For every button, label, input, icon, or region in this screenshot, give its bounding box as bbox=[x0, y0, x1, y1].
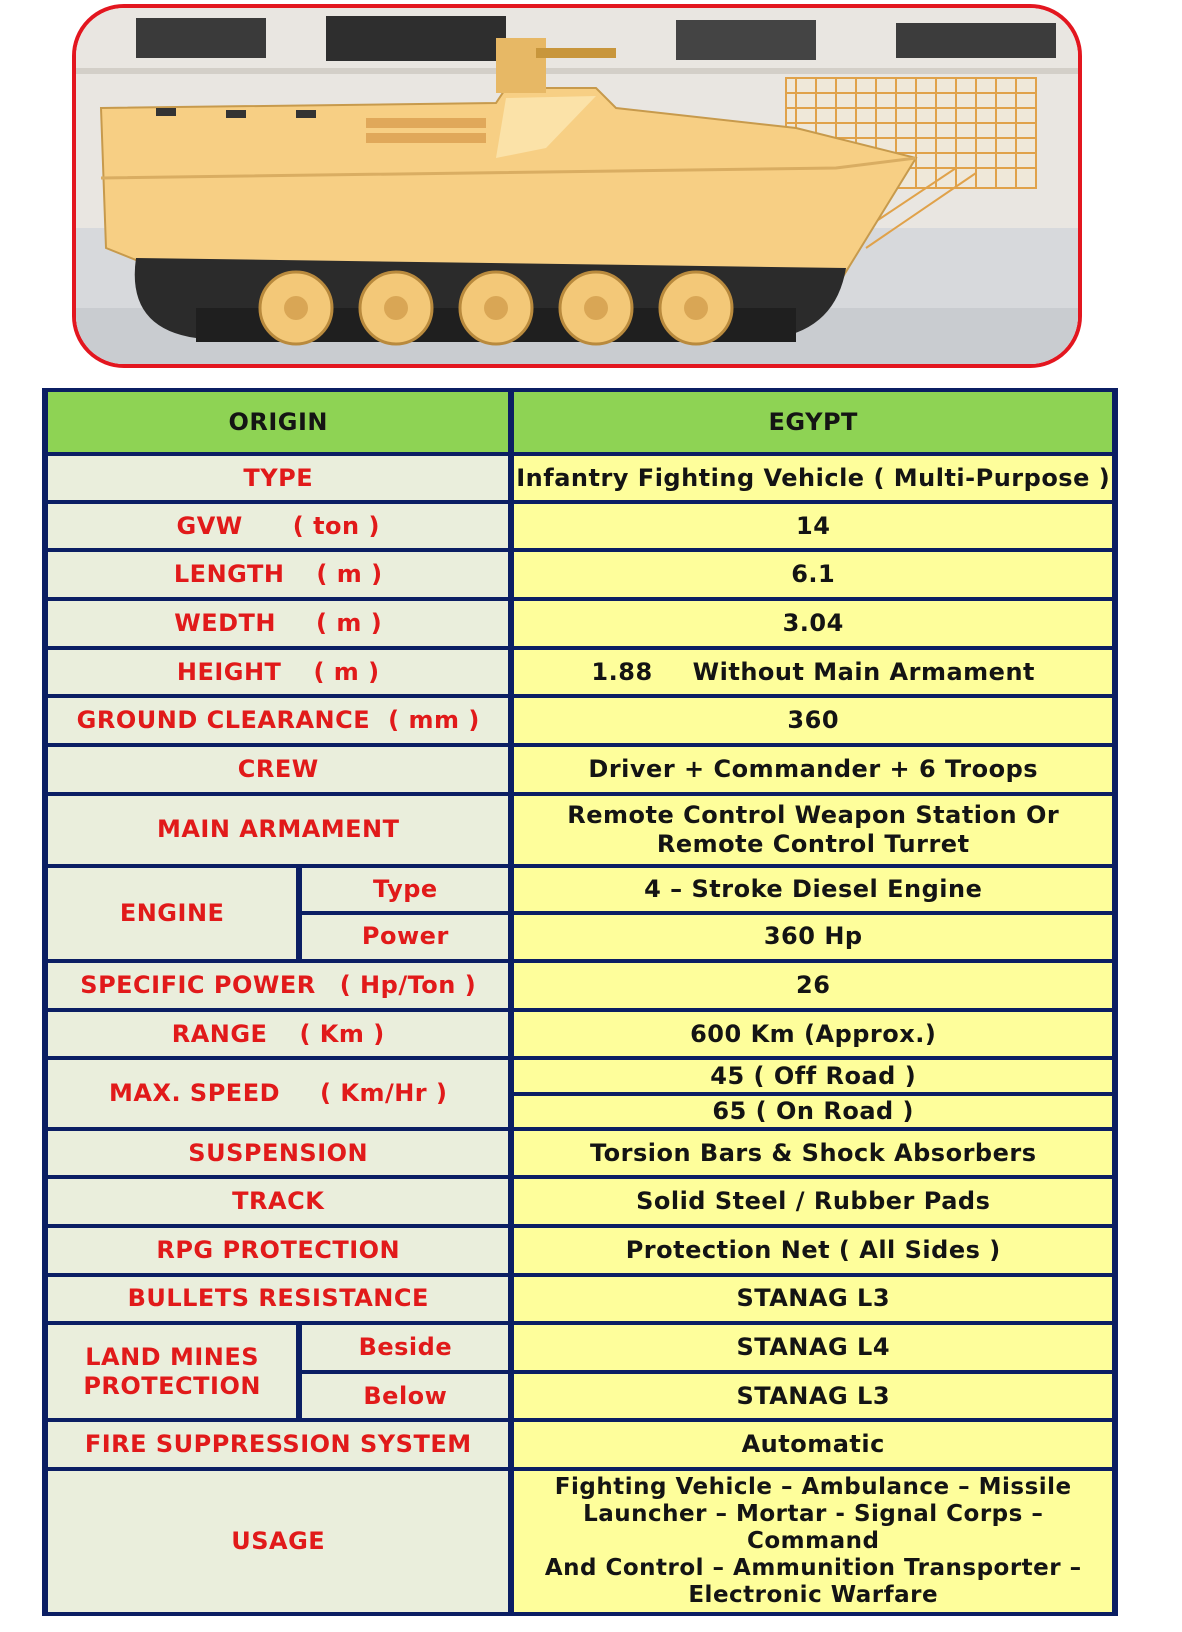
ground-clearance-label bbox=[48, 698, 508, 743]
ground-clearance-unit: ( mm ) bbox=[388, 706, 480, 735]
height-value bbox=[514, 650, 1112, 695]
table-row bbox=[48, 1228, 1112, 1273]
ground-clearance-value: 360 bbox=[514, 698, 1112, 743]
table-row bbox=[48, 868, 1112, 911]
table-row bbox=[48, 1471, 1112, 1612]
table-row bbox=[48, 1277, 1112, 1322]
table-row bbox=[48, 552, 1112, 597]
width-value: 3.04 bbox=[514, 601, 1112, 646]
table-row bbox=[48, 796, 1112, 865]
height-name: HEIGHT bbox=[176, 657, 282, 686]
specific-power-value: 26 bbox=[514, 963, 1112, 1008]
mines-below-label: Below bbox=[302, 1374, 508, 1419]
land-mines-line2: PROTECTION bbox=[83, 1371, 261, 1400]
gvw-value: 14 bbox=[514, 504, 1112, 549]
usage-line4: Electronic Warfare bbox=[688, 1582, 939, 1609]
table-row bbox=[48, 963, 1112, 1008]
engine-power-label: Power bbox=[302, 915, 508, 960]
table-row bbox=[48, 650, 1112, 695]
table-row bbox=[48, 1179, 1112, 1224]
rpg-protection-label: RPG PROTECTION bbox=[48, 1228, 508, 1273]
engine-type-value: 4 – Stroke Diesel Engine bbox=[514, 868, 1112, 911]
range-label bbox=[48, 1012, 508, 1057]
mines-beside-label: Beside bbox=[302, 1325, 508, 1370]
range-name: RANGE bbox=[171, 1019, 268, 1048]
table-row bbox=[48, 1060, 1112, 1091]
crew-label: CREW bbox=[48, 747, 508, 792]
gvw-name: GVW bbox=[176, 511, 243, 540]
land-mines-label bbox=[48, 1325, 296, 1418]
table-row bbox=[48, 392, 1112, 452]
crew-value: Driver + Commander + 6 Troops bbox=[514, 747, 1112, 792]
gvw-label bbox=[48, 504, 508, 549]
length-value: 6.1 bbox=[514, 552, 1112, 597]
vehicle-photo bbox=[72, 4, 1082, 368]
mines-below-value: STANAG L3 bbox=[514, 1374, 1112, 1419]
rpg-protection-value: Protection Net ( All Sides ) bbox=[514, 1228, 1112, 1273]
table-row bbox=[48, 698, 1112, 743]
usage-line2: Launcher – Mortar - Signal Corps – Command bbox=[583, 1500, 1044, 1554]
height-number: 1.88 bbox=[591, 657, 653, 686]
max-speed-on-road: 65 ( On Road ) bbox=[514, 1096, 1112, 1127]
suspension-label: SUSPENSION bbox=[48, 1131, 508, 1176]
usage-label: USAGE bbox=[48, 1471, 508, 1612]
type-value: Infantry Fighting Vehicle ( Multi-Purpose ) bbox=[514, 456, 1112, 500]
main-armament-line1: Remote Control Weapon Station Or bbox=[567, 800, 1060, 829]
width-label bbox=[48, 601, 508, 646]
fire-suppression-label: FIRE SUPPRESSION SYSTEM bbox=[48, 1422, 508, 1467]
max-speed-name: MAX. SPEED bbox=[108, 1079, 281, 1108]
bullets-resistance-label: BULLETS RESISTANCE bbox=[48, 1277, 508, 1322]
table-row bbox=[48, 1422, 1112, 1467]
usage-line1: Fighting Vehicle – Ambulance – Missile bbox=[554, 1473, 1072, 1500]
origin-value: EGYPT bbox=[514, 392, 1112, 452]
track-label: TRACK bbox=[48, 1179, 508, 1224]
table-row bbox=[48, 1325, 1112, 1370]
table-row bbox=[48, 601, 1112, 646]
vehicle-illustration bbox=[76, 8, 1078, 364]
range-unit: ( Km ) bbox=[299, 1019, 385, 1048]
engine-type-label: Type bbox=[302, 868, 508, 911]
origin-label: ORIGIN bbox=[48, 392, 508, 452]
table-row bbox=[48, 1131, 1112, 1176]
specific-power-name: SPECIFIC POWER bbox=[80, 971, 316, 1000]
engine-label: ENGINE bbox=[48, 868, 296, 959]
main-armament-line2: Remote Control Turret bbox=[656, 829, 970, 858]
height-note: Without Main Armament bbox=[692, 657, 1036, 686]
table-row bbox=[48, 747, 1112, 792]
max-speed-off-road: 45 ( Off Road ) bbox=[514, 1060, 1112, 1091]
main-armament-value bbox=[514, 796, 1112, 865]
bullets-resistance-value: STANAG L3 bbox=[514, 1277, 1112, 1322]
fire-suppression-value: Automatic bbox=[514, 1422, 1112, 1467]
gvw-unit: ( ton ) bbox=[292, 511, 380, 540]
table-row bbox=[48, 504, 1112, 549]
table-row bbox=[48, 1012, 1112, 1057]
track-value: Solid Steel / Rubber Pads bbox=[514, 1179, 1112, 1224]
length-label bbox=[48, 552, 508, 597]
mines-beside-value: STANAG L4 bbox=[514, 1325, 1112, 1370]
table-row bbox=[48, 456, 1112, 500]
height-unit: ( m ) bbox=[313, 657, 380, 686]
suspension-value: Torsion Bars & Shock Absorbers bbox=[514, 1131, 1112, 1176]
main-armament-label: MAIN ARMAMENT bbox=[48, 796, 508, 865]
height-label bbox=[48, 650, 508, 695]
length-name: LENGTH bbox=[173, 560, 285, 589]
specific-power-label bbox=[48, 963, 508, 1008]
usage-value bbox=[514, 1471, 1112, 1612]
max-speed-unit: ( Km/Hr ) bbox=[320, 1079, 448, 1108]
width-unit: ( m ) bbox=[316, 608, 383, 637]
length-unit: ( m ) bbox=[316, 560, 383, 589]
usage-line3: And Control – Ammunition Transporter – bbox=[544, 1555, 1082, 1582]
type-label: TYPE bbox=[48, 456, 508, 500]
engine-power-value: 360 Hp bbox=[514, 915, 1112, 960]
land-mines-line1: LAND MINES bbox=[85, 1343, 260, 1372]
spec-table bbox=[42, 388, 1118, 1616]
specific-power-unit: ( Hp/Ton ) bbox=[339, 971, 477, 1000]
width-name: WEDTH bbox=[174, 608, 277, 637]
range-value: 600 Km (Approx.) bbox=[514, 1012, 1112, 1057]
ground-clearance-name: GROUND CLEARANCE bbox=[76, 706, 371, 735]
max-speed-label bbox=[48, 1060, 508, 1126]
